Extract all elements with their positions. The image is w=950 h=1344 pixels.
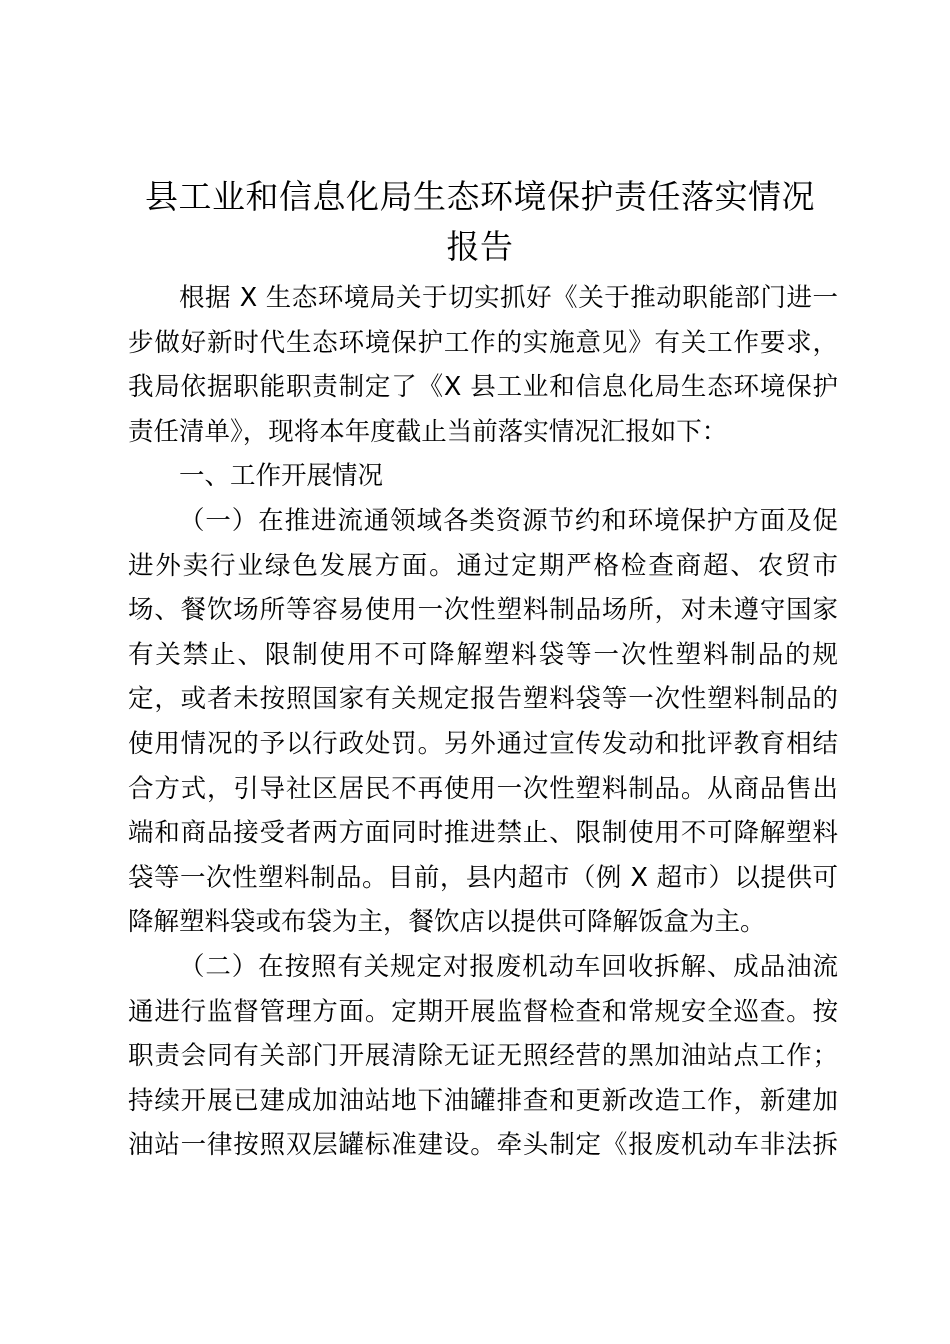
paragraph-line: 根据 X 生态环境局关于切实抓好《关于推动职能部门进一 [179, 283, 838, 313]
paragraph-line: 步做好新时代生态环境保护工作的实施意见》有关工作要求， [128, 327, 838, 358]
paragraph-line: 定，或者未按照国家有关规定报告塑料袋等一次性塑料制品的 [128, 684, 838, 715]
paragraph-line: 进外卖行业绿色发展方面。通过定期严格检查商超、农贸市 [128, 550, 838, 581]
paragraph-line: 职责会同有关部门开展清除无证无照经营的黑加油站点工作； [128, 1041, 838, 1072]
document-body [128, 276, 838, 1168]
paragraph-line: 通进行监督管理方面。定期开展监督检查和常规安全巡查。按 [128, 996, 838, 1027]
paragraph-line: 降解塑料袋或布袋为主，餐饮店以提供可降解饭盒为主。 [128, 907, 766, 938]
paragraph-line: 端和商品接受者两方面同时推进禁止、限制使用不可降解塑料 [128, 818, 838, 849]
paragraph-line: 合方式，引导社区居民不再使用一次性塑料制品。从商品售出 [128, 773, 838, 804]
paragraph-line: 袋等一次性塑料制品。目前，县内超市（例 X 超市）以提供可 [128, 862, 838, 893]
paragraph-line: 有关禁止、限制使用不可降解塑料袋等一次性塑料制品的规 [128, 639, 838, 670]
paragraph-line: （一）在推进流通领域各类资源节约和环境保护方面及促 [179, 505, 838, 536]
paragraph-line: 我局依据职能职责制定了《X 县工业和信息化局生态环境保护 [128, 372, 838, 403]
paragraph-line: 油站一律按照双层罐标准建设。牵头制定《报废机动车非法拆 [128, 1130, 838, 1161]
section-heading: 一、工作开展情况 [179, 461, 384, 492]
paragraph-line: 责任清单》，现将本年度截止当前落实情况汇报如下： [128, 416, 728, 447]
paragraph-line: 持续开展已建成加油站地下油罐排查和更新改造工作，新建加 [128, 1085, 838, 1116]
document-title-line-2: 报告 [446, 227, 514, 266]
document-title-line-1: 县工业和信息化局生态环境保护责任落实情况 [145, 177, 815, 216]
paragraph-line: （二）在按照有关规定对报废机动车回收拆解、成品油流 [179, 951, 838, 982]
paragraph-line: 使用情况的予以行政处罚。另外通过宣传发动和批评教育相结 [128, 728, 838, 759]
paragraph-line: 场、餐饮场所等容易使用一次性塑料制品场所，对未遵守国家 [128, 595, 838, 626]
